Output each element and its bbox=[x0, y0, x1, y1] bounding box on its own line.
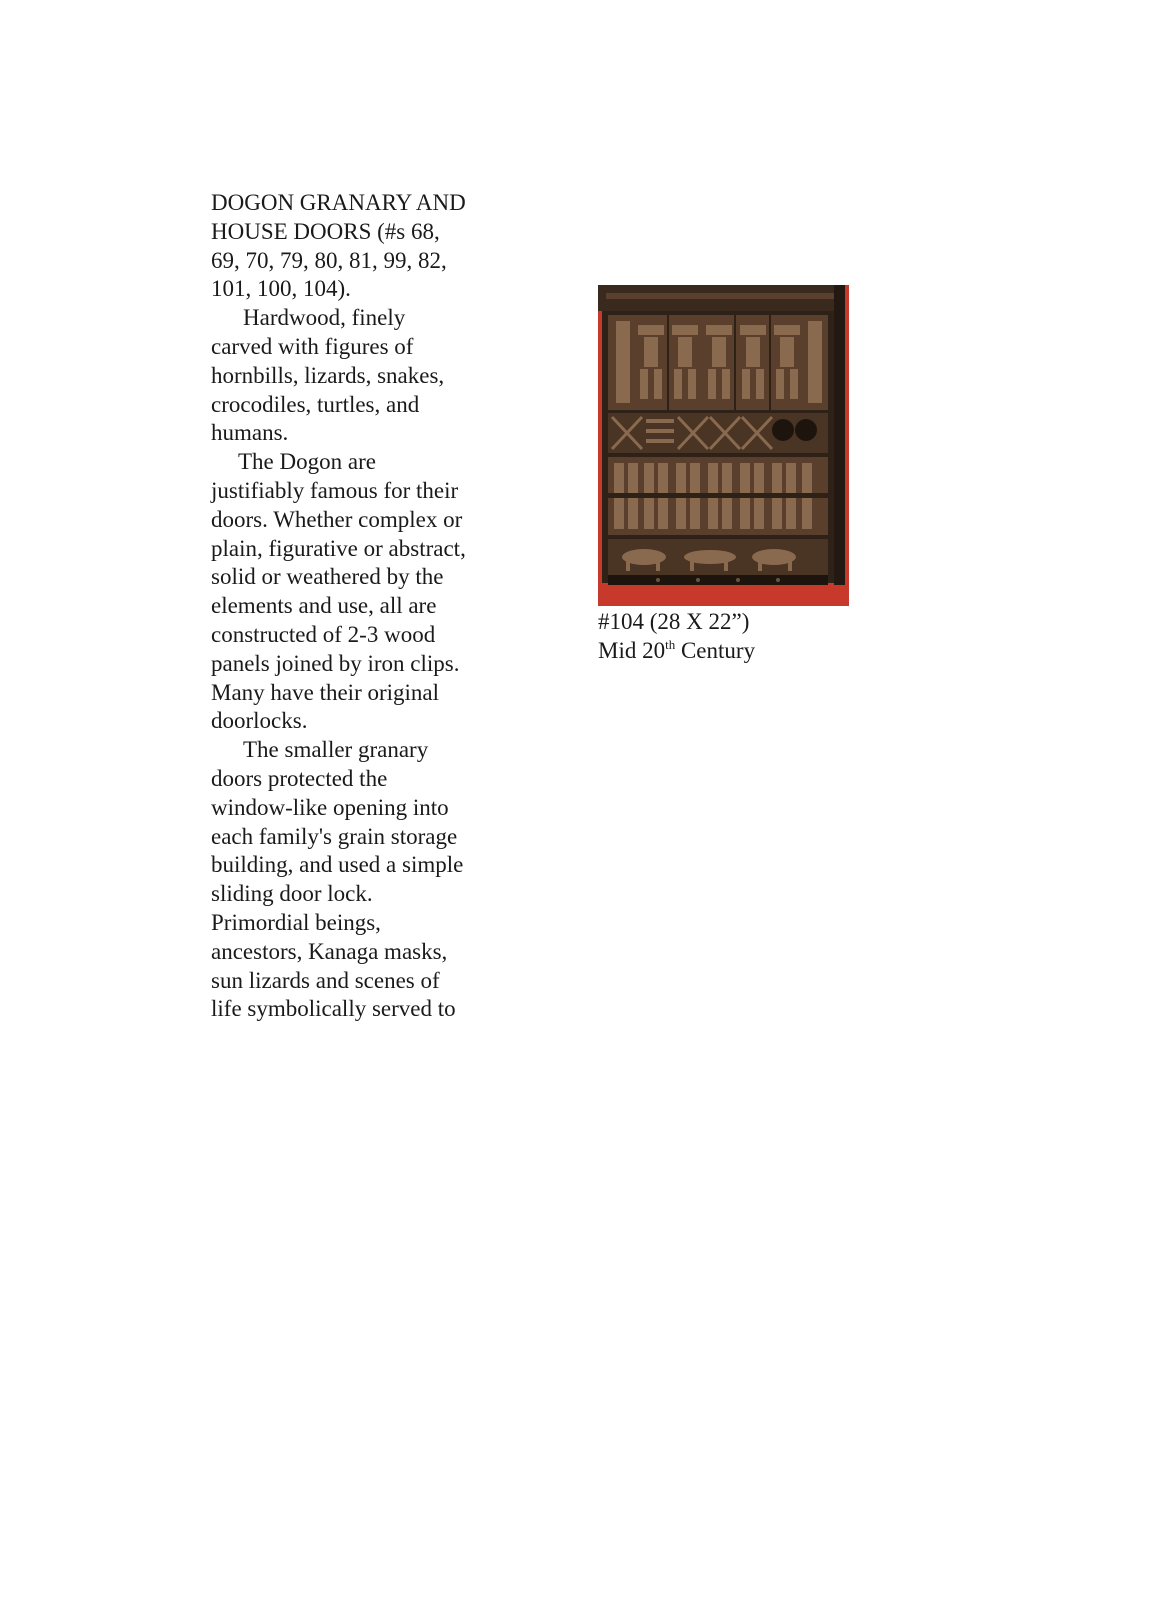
door-knob bbox=[795, 419, 817, 441]
article-text bbox=[211, 189, 471, 1024]
article-heading: DOGON GRANARY AND HOUSE DOORS (#s 68, 69, 70, 79, 80, 81, 99, 82, 101, 100, 104). bbox=[211, 190, 466, 302]
carved-door-image bbox=[598, 285, 849, 606]
ancestor-figures bbox=[608, 315, 828, 410]
paragraph-doors: The Dogon are justifiably famous for their doors. Whether complex or plain, figurative or abstract, solid or weathered by the elements and use, all are constructed of 2-3 wood panels joined by iron clips. Many have their original doorlocks. bbox=[211, 449, 466, 734]
caption-catalog-number: #104 (28 X 22”) bbox=[598, 609, 750, 634]
door-post bbox=[834, 285, 845, 585]
geometric-band bbox=[608, 413, 828, 453]
lower-figures bbox=[608, 457, 828, 535]
door-knob bbox=[772, 419, 794, 441]
paragraph-granary: The smaller granary doors protected the window-like opening into each family's grain storage building, and used a simple sliding door lock. Primordial beings, ancestors, Kanaga masks, sun lizards and scenes of life symbolically served to bbox=[211, 737, 464, 1022]
paragraph-materials: Hardwood, finely carved with figures of hornbills, lizards, snakes, crocodiles, turtles, and humans. bbox=[211, 305, 445, 446]
figure-caption bbox=[598, 608, 898, 666]
caption-date: Mid 20th Century bbox=[598, 636, 756, 663]
animal-band bbox=[608, 539, 828, 575]
door-photo bbox=[598, 285, 849, 606]
